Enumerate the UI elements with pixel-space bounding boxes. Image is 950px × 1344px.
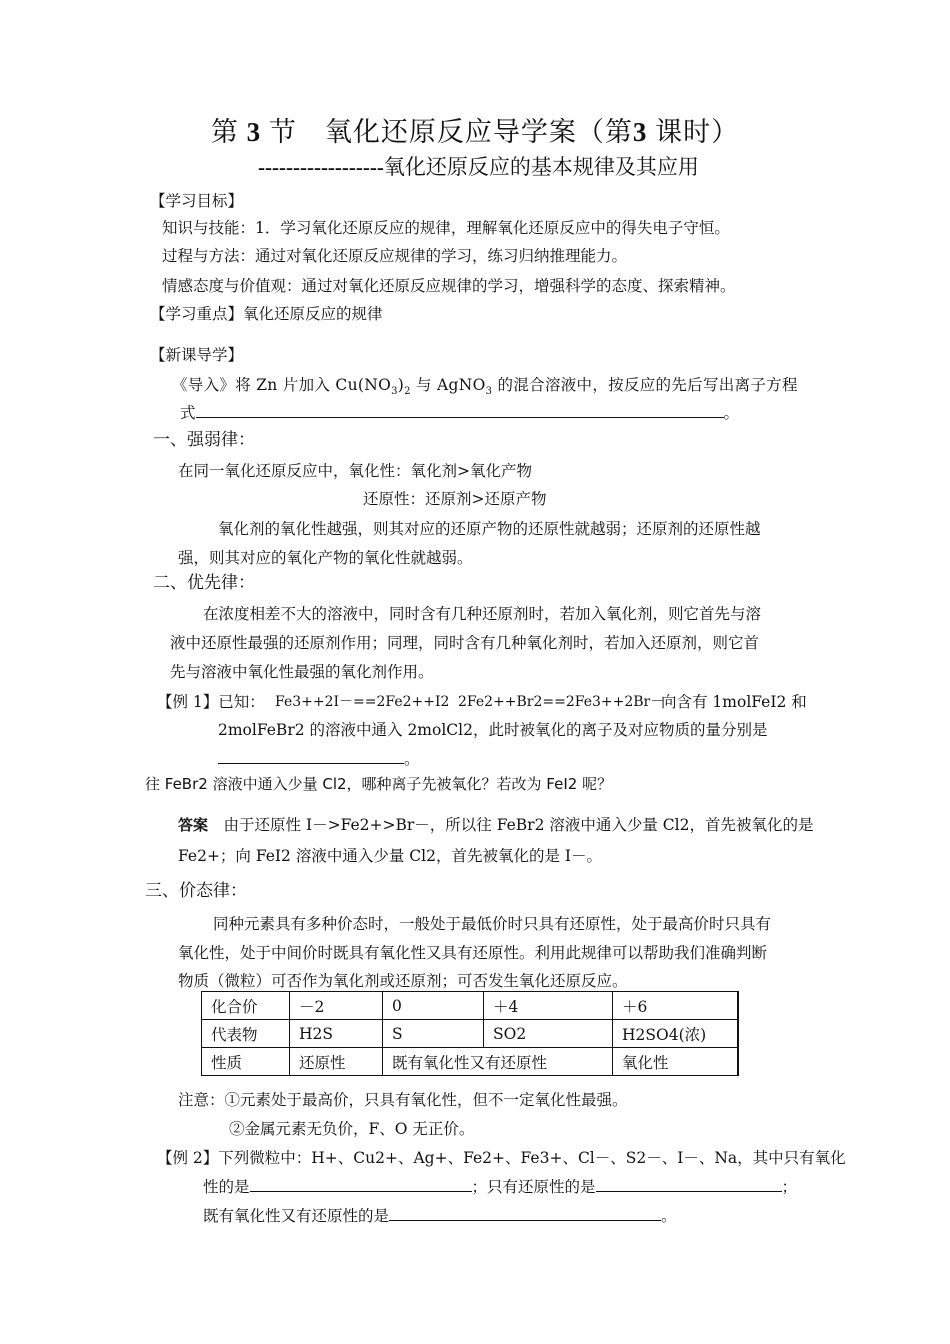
table-cell: －2 <box>290 992 383 1020</box>
section-3-para-1: 同种元素具有多种价态时，一般处于最低价时只具有还原性，处于最高价时只具有 <box>213 915 772 933</box>
table-row <box>202 1048 739 1076</box>
table-cell: H2SO4(浓) <box>613 1020 739 1048</box>
intro-answer-blank[interactable] <box>196 403 724 418</box>
table-cell: 性质 <box>202 1048 290 1076</box>
example-1-equation-2: 2Fe2++Br2==2Fe3++2Br－ <box>458 694 665 710</box>
oxidizing-only-blank[interactable] <box>250 1177 472 1192</box>
example-1-equation-1: Fe3++2I－==2Fe2++I2 <box>275 694 450 710</box>
table-cell: SO2 <box>484 1020 613 1048</box>
section-2-para-2: 液中还原性最强的还原剂作用；同理，同时含有几种氧化剂时，若加入还原剂，则它首 <box>170 634 760 652</box>
practice-question: 往 FeBr2 溶液中通入少量 Cl2，哪种离子先被氧化？若改为 FeI2 呢？ <box>145 775 613 793</box>
title-number: 3 <box>246 117 262 147</box>
section-2-para-3: 先与溶液中氧化性最强的氧化剂作用。 <box>170 663 434 681</box>
section-2-heading: 二、优先律： <box>153 573 255 593</box>
example-1-answer-blank[interactable] <box>218 749 404 764</box>
answer-line-2: Fe2+；向 FeI2 溶液中通入少量 Cl2，首先被氧化的是 I－。 <box>178 847 603 865</box>
table-cell: H2S <box>290 1020 383 1048</box>
answer-label: 答案 <box>178 816 209 834</box>
table-cell: ＋6 <box>613 992 739 1020</box>
section-1-para-1: 氧化剂的氧化性越强，则其对应的还原产物的还原性就越弱；还原剂的还原性越 <box>218 520 761 538</box>
title-prefix: 第 <box>210 117 239 148</box>
title-middle: 节 氧化还原反应导学案（第 <box>268 117 633 148</box>
table-cell: 既有氧化性又有还原性 <box>383 1048 613 1076</box>
example-1-answer-line: 。 <box>218 749 420 769</box>
section-3-para-3: 物质（微粒）可否作为氧化剂或还原剂；可否发生氧化还原反应。 <box>178 972 628 990</box>
answer-text-1: 由于还原性 I－>Fe2+>Br－，所以往 FeBr2 溶液中通入少量 Cl2，首先被氧化的是 <box>223 816 814 834</box>
subtitle-dashes: ------------------ <box>258 155 384 179</box>
note-1: 注意：①元素处于最高价，只具有氧化性，但不一定氧化性最强。 <box>178 1091 628 1109</box>
example-1-question-1: 向含有 1molFeI2 和 <box>661 693 807 711</box>
both-properties-blank[interactable] <box>389 1206 661 1221</box>
example-1-label: 【例 1】已知： <box>157 693 265 711</box>
table-cell: 化合价 <box>202 992 290 1020</box>
objective-process: 过程与方法：通过对氧化还原反应规律的学习，练习归纳推理能力。 <box>162 247 628 265</box>
example-2-line-1: 【例 2】下列微粒中：H+、Cu2+、Ag+、Fe2+、Fe3+、Cl－、S2－、I－、Na，其中只有氧化 <box>157 1149 846 1167</box>
table-cell: 代表物 <box>202 1020 290 1048</box>
section-1-reducing: 还原性：还原剂>还原产物 <box>363 490 547 508</box>
table-cell: S <box>383 1020 484 1048</box>
note-2: ②金属元素无负价，F、O 无正价。 <box>229 1120 475 1138</box>
example-2-line-2: 性的是 ；只有还原性的是 ； <box>203 1178 798 1196</box>
objective-knowledge: 知识与技能：1．学习氧化还原反应的规律，理解氧化还原反应中的得失电子守恒。 <box>162 219 730 237</box>
reducing-only-blank[interactable] <box>596 1177 782 1192</box>
new-lesson-heading: 【新课导学】 <box>150 346 244 364</box>
intro-line-1: 《导入》将 Zn 片加入 $Cu(NO_3)_2$ 与 AgNO$_3$ 的混合溶液中，按反应的先后写出离子方程 <box>172 376 798 397</box>
section-1-heading: 一、强弱律： <box>153 430 255 450</box>
table-row <box>202 992 739 1020</box>
subtitle-text: 氧化还原反应的基本规律及其应用 <box>383 155 699 179</box>
page-subtitle <box>258 151 699 181</box>
section-3-heading: 三、价态律： <box>145 881 247 901</box>
section-1-para-2: 强，则其对应的氧化产物的氧化性就越弱。 <box>178 549 473 567</box>
intro-line-2: 式 。 <box>180 404 740 422</box>
section-2-para-1: 在浓度相差不大的溶液中，同时含有几种还原剂时，若加入氧化剂，则它首先与溶 <box>203 605 762 623</box>
table-cell: 还原性 <box>290 1048 383 1076</box>
table-cell: 氧化性 <box>613 1048 739 1076</box>
table-cell: 0 <box>383 992 484 1020</box>
valence-table <box>201 991 739 1076</box>
objectives-heading: 【学习目标】 <box>150 192 244 210</box>
example-2-line-3: 既有氧化性又有还原性的是 。 <box>203 1207 677 1225</box>
title-suffix: 课时） <box>655 117 740 148</box>
section-3-para-2: 氧化性，处于中间价时既具有氧化性又具有还原性。利用此规律可以帮助我们准确判断 <box>178 944 768 962</box>
table-row <box>202 1020 739 1048</box>
table-cell: ＋4 <box>484 992 613 1020</box>
key-point: 【学习重点】氧化还原反应的规律 <box>150 305 383 323</box>
example-1-question-2: 2molFeBr2 的溶液中通入 2molCl2，此时被氧化的离子及对应物质的量分别是 <box>218 721 768 739</box>
section-1-oxidizing: 在同一氧化还原反应中，氧化性：氧化剂>氧化产物 <box>178 462 532 480</box>
page-title <box>0 110 950 149</box>
title-number-2: 3 <box>632 117 648 147</box>
answer-line-1 <box>178 815 814 835</box>
objective-attitude: 情感态度与价值观：通过对氧化还原反应规律的学习，增强科学的态度、探索精神。 <box>162 277 736 295</box>
